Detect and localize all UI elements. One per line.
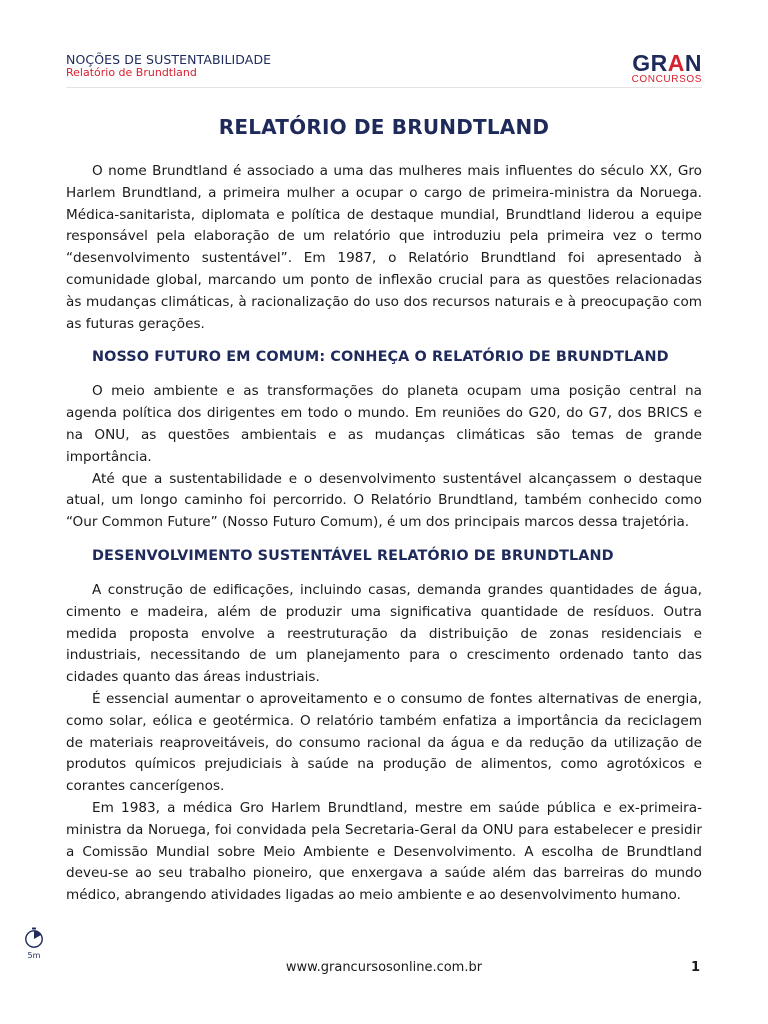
reading-time xyxy=(22,927,46,960)
logo-wordmark-part-3: N xyxy=(684,50,702,76)
footer-website[interactable]: www.grancursosonline.com.br xyxy=(285,960,483,975)
page-header xyxy=(66,52,702,88)
section-1-paragraph: O meio ambiente e as transformações do planeta ocupam uma posição central na agenda política dos dirigentes em todo o mundo. Em reuniões do G20, do G7, dos BRICS e na ONU, as questões ambientais e as mudanças climáticas são temas de grande importância. xyxy=(66,383,702,465)
document-title: RELATÓRIO DE BRUNDTLAND xyxy=(218,115,550,139)
section-1-heading: NOSSO FUTURO EM COMUM: CONHEÇA O RELATÓRIO DE BRUNDTLAND xyxy=(92,349,669,366)
header-title: NOÇÕES DE SUSTENTABILIDADE xyxy=(66,52,272,67)
section-2-paragraph: A construção de edificações, incluindo casas, demanda grandes quantidades de água, cimento e madeira, além de produzir uma significativa quantidade de resíduos. Outra medida proposta envolve a reestruturação da distribuição de zonas residenciais e industriais, necessitando de um planejamento para o crescimento ordenado tanto das cidades quanto das áreas industriais. xyxy=(66,581,702,686)
reading-time-label: 5m xyxy=(27,951,41,960)
header-subtitle: Relatório de Brundtland xyxy=(66,66,197,79)
section-1-paragraph: Até que a sustentabilidade e o desenvolvimento sustentável alcançassem o destaque atual, um longo caminho foi percorrido. O Relatório Brundtland, também conhecido como “Our Common Future” (Nosso Futuro Comum), é um dos principais marcos dessa trajetória. xyxy=(66,470,702,531)
section-2-paragraph: É essencial aumentar o aproveitamento e o consumo de fontes alternativas de energia, como solar, eólica e geotérmica. O relatório também enfatiza a importância da reciclagem de materiais reaproveitáveis, do consumo racional da água e da redução da utilização de produtos químicos prejudiciais à saúde na produção de alimentos, como agrotóxicos e corantes cancerígenos. xyxy=(66,690,702,795)
section-2-paragraph: Em 1983, a médica Gro Harlem Brundtland, mestre em saúde pública e ex-primeira-ministra da Noruega, foi convidada pela Secretaria-Geral da ONU para estabelecer e presidir a Comissão Mundial sobre Meio Ambiente e Desenvolvimento. A escolha de Brundtland deveu-se ao seu trabalho pioneiro, que enxergava a saúde além das barreiras do mundo médico, abrangendo atividades ligadas ao meio ambiente e ao desenvolvimento humano. xyxy=(66,799,702,904)
page-number: 1 xyxy=(690,960,700,975)
logo-wordmark xyxy=(602,52,702,74)
logo-wordmark-part-1: GR xyxy=(632,50,668,76)
section-2-heading: DESENVOLVIMENTO SUSTENTÁVEL RELATÓRIO DE BRUNDTLAND xyxy=(92,547,614,564)
intro-paragraph: O nome Brundtland é associado a uma das mulheres mais influentes do século XX, Gro Harlem Brundtland, a primeira mulher a ocupar o cargo de primeira-ministra da Noruega. Médica-sanitarista, diplomata e política de destaque mundial, Brundtland liderou a equipe responsável pela elaboração de um relatório que introduziu pela primeira vez o termo “desenvolvimento sustentável”. Em 1987, o Relatório Brundtland foi apresentado à comunidade global, marcando um ponto de inflexão crucial para as questões relacionadas às mudanças climáticas, à racionalização do uso dos recursos naturais e à preocupação com as futuras gerações. xyxy=(66,163,702,332)
document-body xyxy=(66,112,702,907)
logo-subtitle: CONCURSOS xyxy=(631,74,702,85)
gran-concursos-logo xyxy=(602,52,702,88)
header-divider xyxy=(66,87,702,88)
stopwatch-icon xyxy=(24,927,44,949)
logo-wordmark-part-2: A xyxy=(667,50,685,76)
